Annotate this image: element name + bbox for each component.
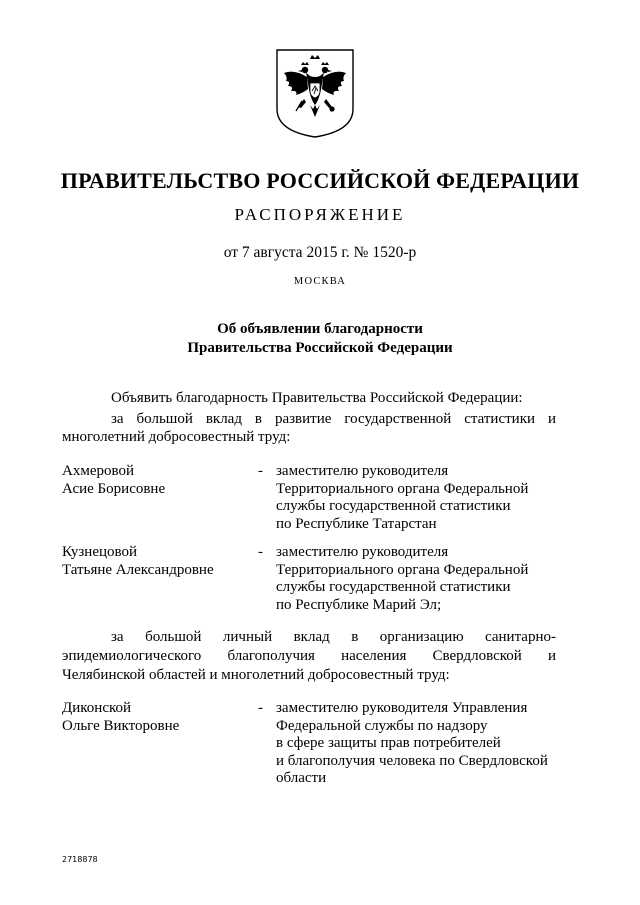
dash-separator: - [258,700,263,716]
recipient-name: Кузнецовой Татьяне Александровне [62,544,214,578]
document-city: МОСКВА [293,276,347,287]
recipient-position: заместителю руководителя Территориального органа Федеральной службы государственной статистики по Республике Татарстан [276,463,529,532]
recipient-row [62,463,562,543]
group2-line: эпидемиологического благополучия населения Свердловской и [62,648,556,664]
document-type: РАСПОРЯЖЕНИЕ [234,205,406,224]
recipient-position: заместителю руководителя Территориального органа Федеральной службы государственной статистики по Республике Марий Эл; [276,544,529,613]
subject-line: Об объявлении благодарности [217,321,423,337]
recipient-row [62,544,562,624]
group1-line: за большой вклад в развитие государственной статистики и [111,411,556,427]
subject-line: Правительства Российской Федерации [187,340,453,356]
document-code: 2718878 [62,855,98,864]
dash-separator: - [258,463,263,479]
recipient-name: Ахмеровой Асие Борисовне [62,463,166,497]
dash-separator: - [258,544,263,560]
group2-line: за большой личный вклад в организацию санитарно- [111,629,556,645]
document-subject [0,320,640,358]
coat-of-arms-of-russia-icon [274,47,356,139]
group1-line: многолетний добросовестный труд: [62,429,291,445]
recipient-row [62,700,562,795]
intro-paragraph: Объявить благодарность Правительства Российской Федерации: [111,390,523,406]
group2-line: Челябинской областей и многолетний добросовестный труд: [62,667,450,683]
document-date-number: от 7 августа 2015 г. № 1520-р [223,244,417,261]
recipient-name: Диконской Ольге Викторовне [62,700,180,734]
government-title: ПРАВИТЕЛЬСТВО РОССИЙСКОЙ ФЕДЕРАЦИИ [60,168,580,193]
recipient-position: заместителю руководителя Управления Федеральной службы по надзору в сфере защиты прав потребителей и благополучия человека по Свердловской области [276,700,548,786]
